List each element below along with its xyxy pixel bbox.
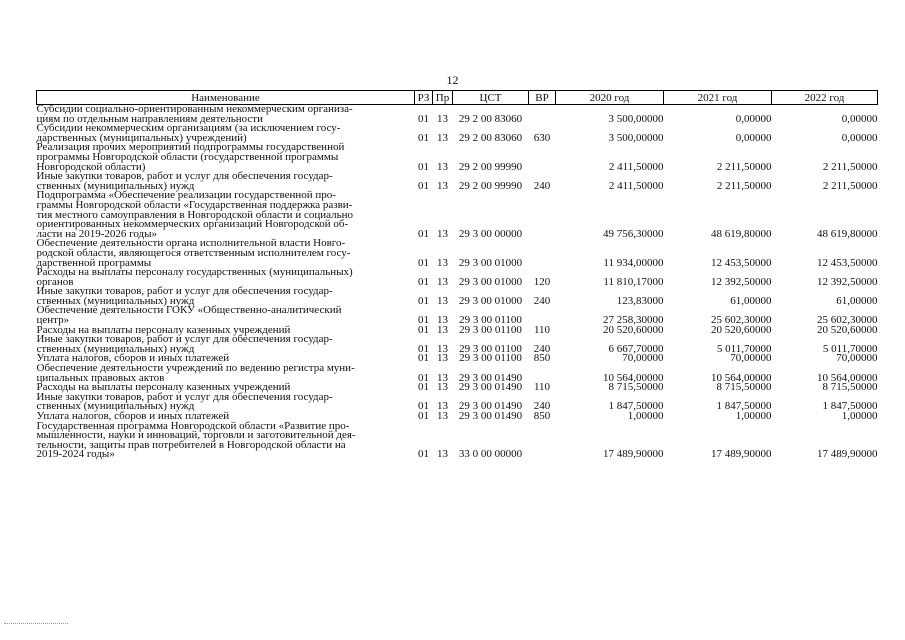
row-2021: 2 211,50000: [716, 179, 772, 192]
row-name: [36, 419, 415, 461]
row-rz: 01: [418, 131, 429, 144]
row-name-line: Субсидии социально-ориентированным некоммерческим организа-: [36, 103, 353, 115]
row-name: [37, 239, 415, 268]
row-name-line: циям по отдельным направлениям деятельности: [36, 112, 263, 125]
header-2021: 2021 год: [664, 91, 772, 105]
header-pr: Пр: [433, 91, 453, 105]
row-2021: 17 489,90000: [711, 448, 772, 461]
row-name-line: центр»: [36, 314, 70, 327]
header-name: Наименование: [37, 91, 415, 105]
row-cst: 29 3 00 01490: [458, 381, 523, 394]
row-cst: 29 3 00 01100: [459, 314, 522, 327]
row-2021: 1 847,50000: [716, 400, 772, 413]
row-name-line: тельности, защиты прав потребителей в Новгородской области на: [36, 438, 346, 451]
row-2021: 25 602,30000: [711, 314, 772, 327]
row-rz: 01: [418, 371, 429, 384]
row-2022: 0,00000: [841, 112, 878, 125]
row-cst: 29 3 00 01000: [458, 256, 523, 269]
row-name-line: ственных (муниципальных) нужд: [36, 179, 195, 192]
row-cst: 29 2 00 99990: [458, 160, 523, 173]
row-cst: 29 3 00 01490: [458, 400, 523, 413]
row-cst: 29 3 00 01100: [459, 323, 522, 336]
row-rz: 01: [418, 179, 429, 192]
row-2020: 27 258,30000: [603, 314, 664, 327]
row-2020: 49 756,30000: [603, 227, 664, 240]
row-vr: 850: [533, 352, 551, 365]
row-2022: 2 211,50000: [822, 179, 878, 192]
row-pr: 13: [437, 314, 448, 327]
row-rz: 01: [418, 352, 429, 365]
row-name-line: 2019-2024 годы»: [36, 448, 115, 461]
row-2022: 25 602,30000: [817, 314, 878, 327]
row-rz: 01: [418, 323, 429, 336]
row-pr: 13: [437, 381, 448, 394]
row-name-line: Расходы на выплаты персоналу казенных учреждений: [36, 381, 291, 394]
row-cst: 29 3 00 00000: [458, 227, 523, 240]
row-name-line: Иные закупки товаров, работ и услуг для обеспечения государ-: [36, 285, 333, 298]
row-pr: 13: [437, 112, 448, 125]
row-name-line: Обеспечение деятельности органа исполнительной власти Новго-: [36, 237, 346, 250]
row-pr: 13: [437, 352, 448, 365]
header-rz: РЗ: [415, 91, 433, 105]
row-2020: 17 489,90000: [603, 448, 664, 461]
row-2020: 123,83000: [616, 294, 664, 307]
row-2022: 61,00000: [836, 294, 878, 307]
table-row: [37, 422, 878, 460]
row-2021: 10 564,00000: [711, 371, 772, 384]
row-rz: 01: [418, 448, 429, 461]
row-name: [37, 306, 415, 325]
row-rz: 01: [418, 410, 429, 422]
row-name-line: Подпрограмма «Обеспечение реализации государственной про-: [36, 189, 336, 202]
row-name-line: Расходы на выплаты персоналу казенных учреждений: [36, 323, 291, 336]
budget-table: [36, 90, 878, 460]
row-name-line: Уплата налогов, сборов и иных платежей: [36, 410, 230, 422]
row-2020: 3 500,00000: [608, 131, 664, 144]
table-row: [37, 306, 878, 325]
row-2021: 5 011,70000: [716, 342, 772, 355]
row-vr: 850: [533, 410, 551, 422]
row-pr: 13: [437, 448, 448, 461]
row-name-line: родской области, являющегося ответственным исполнителем госу-: [36, 246, 351, 259]
row-name-line: Обеспечение деятельности ГОКУ «Общественно-аналитический: [36, 304, 342, 317]
row-vr: [529, 105, 556, 125]
row-name-line: Обеспечение деятельности учреждений по ведению регистра муни-: [36, 362, 355, 375]
row-rz: 01: [418, 275, 429, 288]
row-name-line: Реализация прочих мероприятий подпрограммы государственной: [36, 141, 345, 154]
row-name-line: Иные закупки товаров, работ и услуг для обеспечения государ-: [36, 333, 333, 346]
header-2022: 2022 год: [772, 91, 878, 105]
row-rz: 01: [418, 342, 429, 355]
row-vr: 240: [533, 400, 551, 413]
row-vr: [529, 239, 556, 268]
row-2020: 11 934,00000: [603, 256, 664, 269]
row-name-line: программы Новгородской области (государственной программы: [36, 150, 339, 163]
row-name-line: дарственной программы: [36, 256, 152, 269]
row-2022: 12 453,50000: [817, 256, 878, 269]
row-cst: 29 3 00 01100: [459, 342, 522, 355]
header-vr: ВР: [529, 91, 556, 105]
row-rz: 01: [418, 227, 429, 240]
row-2022: 17 489,90000: [817, 448, 878, 461]
row-rz: 01: [418, 314, 429, 327]
row-2022: 0,00000: [841, 131, 878, 144]
row-cst: 29 3 00 01490: [458, 371, 523, 384]
row-2021: 12 453,50000: [711, 256, 772, 269]
table-body: [37, 105, 878, 460]
row-name-line: ственных (муниципальных) нужд: [36, 400, 195, 413]
row-name-line: Иные закупки товаров, работ и услуг для обеспечения государ-: [36, 390, 333, 403]
row-2022: 8 715,50000: [822, 381, 878, 394]
row-pr: 13: [437, 410, 448, 422]
row-2020: 8 715,50000: [608, 381, 664, 394]
row-2021: 12 392,50000: [711, 275, 772, 288]
row-2021: 61,00000: [730, 294, 772, 307]
row-name-line: ориентированных некоммерческих организаций Новгородской об-: [36, 218, 349, 231]
row-2021: 70,00000: [730, 352, 772, 365]
row-name-line: дарственных (муниципальных) учреждений): [36, 131, 247, 144]
row-pr: 13: [437, 400, 448, 413]
row-2022: 20 520,60000: [817, 323, 878, 336]
row-2021: 0,00000: [735, 131, 772, 144]
row-2020: 2 411,50000: [608, 179, 664, 192]
row-cst: 29 2 00 99990: [458, 179, 523, 192]
row-2022: 70,00000: [836, 352, 878, 365]
row-2021: 0,00000: [735, 112, 772, 125]
row-2021: 8 715,50000: [716, 381, 772, 394]
row-rz: 01: [418, 256, 429, 269]
row-name: [37, 191, 415, 239]
row-vr: [529, 422, 556, 460]
row-pr: 13: [437, 371, 448, 384]
row-rz: 01: [418, 381, 429, 394]
row-2020: 10 564,00000: [603, 371, 664, 384]
row-2021: 48 619,80000: [711, 227, 772, 240]
row-vr: 110: [533, 323, 551, 336]
row-rz: 01: [418, 160, 429, 173]
header-cst: ЦСТ: [453, 91, 529, 105]
row-2020: 11 810,17000: [603, 275, 664, 288]
row-2022: 48 619,80000: [817, 227, 878, 240]
row-cst: 29 3 00 01000: [458, 275, 523, 288]
row-pr: 13: [437, 179, 448, 192]
row-pr: 13: [437, 227, 448, 240]
row-name-line: Уплата налогов, сборов и иных платежей: [36, 352, 230, 365]
row-name-line: тия местного самоуправления в Новгородской области и социально: [36, 208, 353, 221]
row-pr: 13: [437, 294, 448, 307]
row-cst: 29 3 00 01490: [458, 410, 523, 422]
row-2022: 5 011,70000: [822, 342, 878, 355]
row-name-line: Субсидии некоммерческим организациям (за исключением госу-: [36, 122, 341, 135]
row-name-line: Иные закупки товаров, работ и услуг для обеспечения государ-: [36, 170, 333, 183]
row-pr: 13: [437, 342, 448, 355]
row-name-line: Новгородской области): [36, 160, 146, 173]
row-cst: 29 2 00 83060: [458, 131, 523, 144]
row-rz: 01: [418, 400, 429, 413]
row-cst: 29 3 00 01100: [459, 352, 522, 365]
row-2020: 2 411,50000: [608, 160, 664, 173]
row-2021: 20 520,60000: [711, 323, 772, 336]
row-vr: [529, 191, 556, 239]
row-rz: 01: [418, 294, 429, 307]
row-vr: [529, 306, 556, 325]
row-2020: 1 847,50000: [608, 400, 664, 413]
row-2020: 20 520,60000: [603, 323, 664, 336]
row-pr: 13: [437, 256, 448, 269]
row-name-line: ласти на 2019-2026 годы»: [36, 227, 158, 240]
row-cst: 29 3 00 01000: [458, 294, 523, 307]
row-2022: 2 211,50000: [822, 160, 878, 173]
row-pr: 13: [437, 160, 448, 173]
row-name-line: Государственная программа Новгородской области «Развитие про-: [36, 419, 350, 432]
header-2020: 2020 год: [556, 91, 664, 105]
row-cst: 33 0 00 00000: [458, 448, 523, 461]
row-vr: 630: [533, 131, 551, 144]
row-name: [37, 143, 415, 172]
row-2022: 10 564,00000: [817, 371, 878, 384]
row-2020: 1,00000: [627, 410, 664, 422]
row-2020: 3 500,00000: [608, 112, 664, 125]
row-name-line: органов: [36, 275, 74, 288]
row-pr: 13: [437, 131, 448, 144]
page-number: 12: [446, 73, 459, 87]
row-2022: 12 392,50000: [817, 275, 878, 288]
row-name-line: ственных (муниципальных) нужд: [36, 294, 195, 307]
row-2022: 1,00000: [841, 410, 878, 422]
footer-dotted-mark: [4, 623, 68, 624]
table-row: [37, 143, 878, 172]
row-2021: 2 211,50000: [716, 160, 772, 173]
row-rz: 01: [418, 112, 429, 125]
row-name-line: Расходы на выплаты персоналу государственных (муниципальных): [36, 266, 353, 279]
row-vr: 120: [533, 275, 551, 288]
row-2022: 1 847,50000: [822, 400, 878, 413]
row-name-line: ципальных правовых актов: [36, 371, 165, 384]
table-row: [37, 239, 878, 268]
row-2021: 1,00000: [735, 410, 772, 422]
row-cst: 29 2 00 83060: [458, 112, 523, 125]
row-name-line: граммы Новгородской области «Государственная поддержка разви-: [36, 198, 353, 211]
row-2020: 6 667,70000: [608, 342, 664, 355]
row-2020: 70,00000: [622, 352, 664, 365]
row-vr: 240: [533, 342, 551, 355]
table-row: [37, 191, 878, 239]
row-vr: 240: [533, 294, 551, 307]
row-vr: [529, 143, 556, 172]
row-vr: 240: [533, 179, 551, 192]
row-pr: 13: [437, 323, 448, 336]
row-name-line: мышленности, науки и инноваций, торговли и заготовительной дея-: [36, 429, 356, 442]
row-name-line: ственных (муниципальных) нужд: [36, 342, 195, 355]
row-pr: 13: [437, 275, 448, 288]
row-vr: 110: [533, 381, 551, 394]
